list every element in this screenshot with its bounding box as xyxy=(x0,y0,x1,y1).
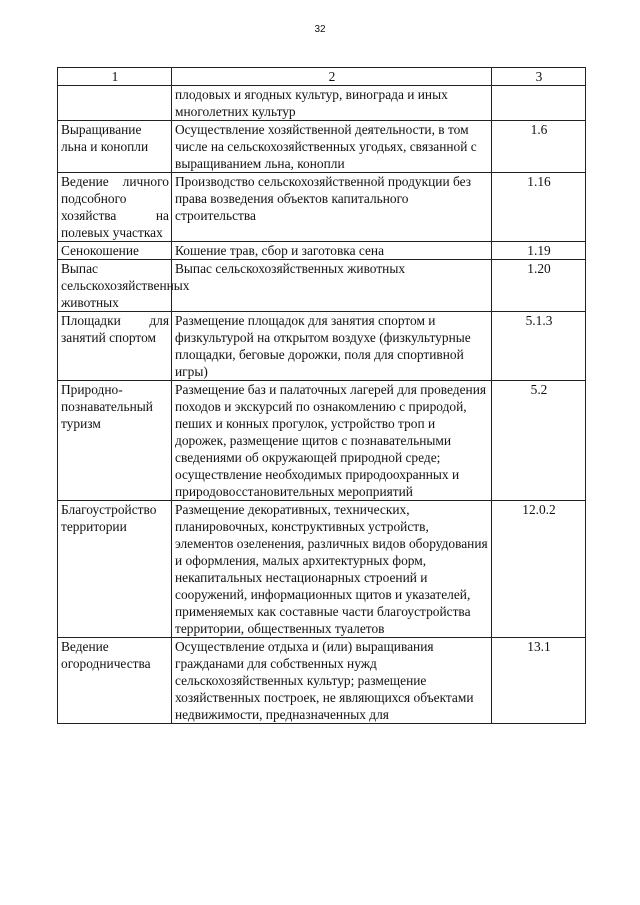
table-row xyxy=(58,501,586,638)
table-row xyxy=(58,121,586,173)
use-code-cell: 13.1 xyxy=(492,638,586,724)
use-description-cell: Осуществление хозяйственной деятельности, в том числе на сельскохозяйственных угодьях, связанной с выращиванием льна, конопли xyxy=(172,121,492,173)
use-name-cell: Ведение личного подсобного хозяйства на полевых участках xyxy=(58,173,172,242)
table-row xyxy=(58,173,586,242)
column-header-2: 2 xyxy=(172,68,492,86)
use-code-cell: 1.6 xyxy=(492,121,586,173)
use-code-cell: 5.1.3 xyxy=(492,312,586,381)
use-description-cell: Выпас сельскохозяйственных животных xyxy=(172,260,492,312)
use-code-cell: 1.19 xyxy=(492,242,586,260)
use-name-cell xyxy=(58,86,172,121)
column-header-1: 1 xyxy=(58,68,172,86)
table-row xyxy=(58,242,586,260)
use-name-cell: Площадки для занятий спортом xyxy=(58,312,172,381)
use-code-cell: 12.0.2 xyxy=(492,501,586,638)
use-description-cell: Размещение площадок для занятия спортом и физкультурой на открытом воздухе (физкультурные площадки, беговые дорожки, поля для спортивной игры) xyxy=(172,312,492,381)
use-code-cell xyxy=(492,86,586,121)
use-name-cell: Выпас сельскохозяйственных животных xyxy=(58,260,172,312)
use-code-cell: 5.2 xyxy=(492,381,586,501)
table-row xyxy=(58,260,586,312)
table-header-row xyxy=(58,68,586,86)
use-description-cell: Производство сельскохозяйственной продукции без права возведения объектов капитального строительства xyxy=(172,173,492,242)
use-description-cell: Кошение трав, сбор и заготовка сена xyxy=(172,242,492,260)
page-number: 32 xyxy=(314,24,326,35)
use-name-cell: Сенокошение xyxy=(58,242,172,260)
column-header-3: 3 xyxy=(492,68,586,86)
use-description-cell: Размещение декоративных, технических, планировочных, конструктивных устройств, элементов озеленения, различных видов оборудования и оформления, малых архитектурных форм, некапитальных нестационарных строений и сооружений, информационных щитов и указателей, применяемых как составные части благоустройства территории, общественных туалетов xyxy=(172,501,492,638)
use-name-cell: Ведение огородничества xyxy=(58,638,172,724)
use-description-cell: Размещение баз и палаточных лагерей для проведения походов и экскурсий по ознакомлению с природой, пеших и конных прогулок, устройство троп и дорожек, размещение щитов с познавательными сведениями об окружающей природной среде; осуществление необходимых природоохранных и природовосстановительных мероприятий xyxy=(172,381,492,501)
use-description-cell: плодовых и ягодных культур, винограда и иных многолетних культур xyxy=(172,86,492,121)
use-name-cell: Природно-познавательный туризм xyxy=(58,381,172,501)
use-name-cell: Благоустройство территории xyxy=(58,501,172,638)
table-row xyxy=(58,381,586,501)
use-code-cell: 1.20 xyxy=(492,260,586,312)
land-use-table xyxy=(57,67,586,724)
table-row xyxy=(58,312,586,381)
use-name-cell: Выращивание льна и конопли xyxy=(58,121,172,173)
table-row xyxy=(58,86,586,121)
table-row xyxy=(58,638,586,724)
use-code-cell: 1.16 xyxy=(492,173,586,242)
use-description-cell: Осуществление отдыха и (или) выращивания гражданами для собственных нужд сельскохозяйственных культур; размещение хозяйственных построек, не являющихся объектами недвижимости, предназначенных для xyxy=(172,638,492,724)
